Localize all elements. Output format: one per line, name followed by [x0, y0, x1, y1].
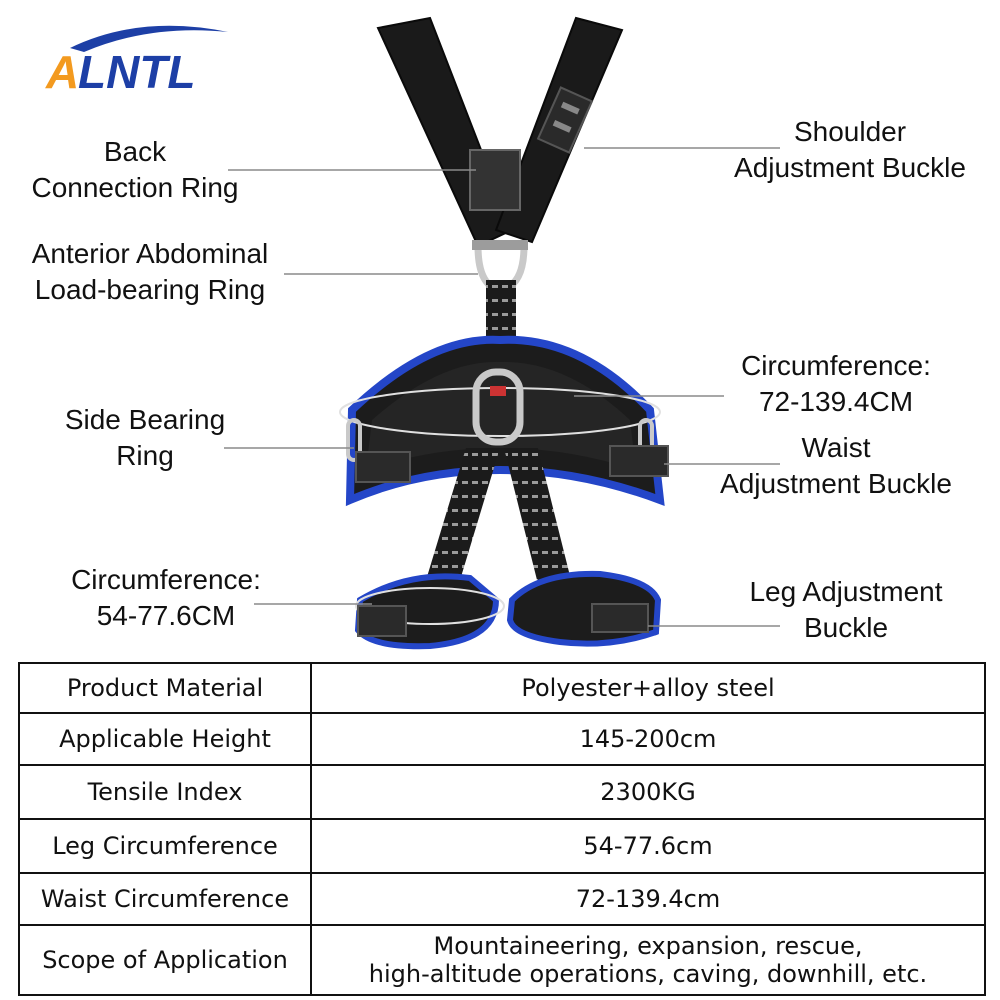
- waist-buckle-left-graphic: [356, 452, 410, 482]
- spec-key: Applicable Height: [19, 713, 311, 765]
- callout-line-2: Load-bearing Ring: [34, 274, 266, 305]
- callout-line-2: Buckle: [803, 612, 889, 643]
- spec-table: [18, 662, 986, 996]
- leg-buckle-graphic: [592, 604, 648, 632]
- callout-line-1: Waist: [801, 432, 871, 463]
- spec-key: Tensile Index: [19, 765, 311, 819]
- spec-key: Waist Circumference: [19, 873, 311, 925]
- callout-leg-circumference: [48, 562, 284, 634]
- spec-key: Leg Circumference: [19, 819, 311, 873]
- callout-waist-adjustment-buckle: [698, 430, 974, 502]
- callout-leg-adjustment-buckle: [726, 574, 966, 646]
- table-row: [19, 819, 985, 873]
- spec-value: 54-77.6cm: [311, 819, 985, 873]
- spec-value: 72-139.4cm: [311, 873, 985, 925]
- table-row: [19, 663, 985, 713]
- callout-line-2: Adjustment Buckle: [720, 468, 952, 499]
- waist-belt: [340, 340, 668, 500]
- callout-line-2: Connection Ring: [31, 172, 239, 203]
- logo-letters-lntl: LNTL: [78, 46, 196, 98]
- table-row: [19, 925, 985, 995]
- logo-letter-a: A: [46, 46, 80, 98]
- callout-line-1: Anterior Abdominal: [31, 238, 269, 269]
- callout-line-1: Side Bearing: [64, 404, 226, 435]
- callout-line-1: Shoulder: [793, 116, 907, 147]
- callout-line-1: Back: [103, 136, 167, 167]
- callout-line-2: Adjustment Buckle: [734, 152, 966, 183]
- spec-value: Mountaineering, expansion, rescue, high-altitude operations, caving, downhill, etc.: [311, 925, 985, 995]
- left-shoulder-strap: [378, 18, 512, 246]
- callout-line-1: Circumference:: [741, 350, 931, 381]
- callout-side-bearing-ring: [40, 402, 250, 474]
- table-row: [19, 765, 985, 819]
- callout-line-1: Leg Adjustment: [749, 576, 943, 607]
- shoulder-straps: [378, 18, 622, 246]
- callout-back-connection-ring: [14, 134, 256, 206]
- spec-key: Scope of Application: [19, 925, 311, 995]
- callout-line-2: 72-139.4CM: [758, 386, 914, 417]
- table-row: [19, 873, 985, 925]
- callout-anterior-abdominal-ring: [8, 236, 292, 308]
- waist-buckle-graphic: [610, 446, 668, 476]
- spec-value: Polyester+alloy steel: [311, 663, 985, 713]
- spec-key: Product Material: [19, 663, 311, 713]
- callout-shoulder-adjustment-buckle: [712, 114, 988, 186]
- leg-buckle-left-graphic: [358, 606, 406, 636]
- callout-line-2: Ring: [116, 440, 174, 471]
- spec-value: 2300KG: [311, 765, 985, 819]
- callout-line-1: Circumference:: [71, 564, 261, 595]
- table-row: [19, 713, 985, 765]
- spec-value: 145-200cm: [311, 713, 985, 765]
- back-plate: [470, 150, 520, 210]
- callout-line-2: 54-77.6CM: [96, 600, 236, 631]
- callout-waist-circumference: [716, 348, 956, 420]
